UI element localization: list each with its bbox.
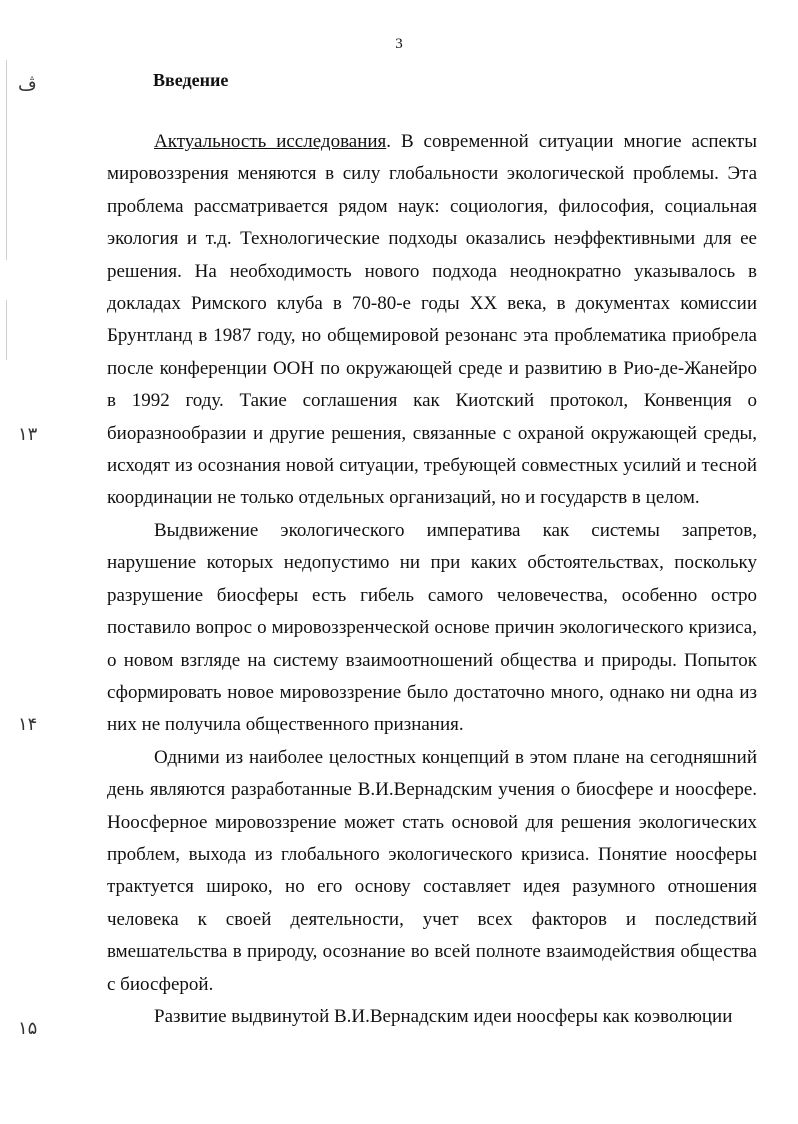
paragraph-development: Развитие выдвинутой В.И.Вернадским идеи ноосферы как коэволюции (154, 1005, 733, 1027)
scan-edge-line (6, 300, 7, 360)
margin-annotation: ۱۳ (18, 424, 38, 445)
paragraph-noosphere: Одними из наиболее целостных концепций в этом плане на сегодняшний день являются разработанные В.И.Вернадским учения о биосфере и ноосфере. Ноосферное мировоззрение может стать основой для решения экологических проблем, выхода из глобального экологического кризиса. Понятие ноосферы трактуется широко, но его основу составляет идея разумного отношения человека к своей деятельности, учет всех факторов и последствий вмешательства в природу, осознание во всей полноте взаимодействия общества с биосферой. (107, 746, 757, 995)
page-number: 3 (395, 36, 403, 52)
paragraph-lead: Актуальность исследования (154, 131, 387, 152)
section-heading: Введение (153, 70, 229, 90)
paragraph-relevance (107, 126, 757, 515)
scan-edge-line (6, 60, 7, 260)
paragraph-text: . В современной ситуации многие аспекты мировоззрения меняются в силу глобальности экологической проблемы. Эта проблема рассматривается рядом наук: социология, философия, социальная экология и т.д. Технологические подходы оказались неэффективными для ее решения. На необходимость нового подхода неоднократно указывалось в докладах Римского клуба в 70-80-е годы XX века, в документах комиссии Брунтланд в 1987 году, но общемировой резонанс эта проблематика приобрела после конференции ООН по окружающей среде и развитию в Рио-де-Жанейро в 1992 году. Такие соглашения как Киотский протокол, Конвенция о биоразнообразии и другие решения, связанные с охраной окружающей среды, исходят из осознания новой ситуации, требующей совместных усилий и тесной координации не только отдельных организаций, но и государств в целом. (107, 131, 757, 509)
paragraph-imperative: Выдвижение экологического императива как системы запретов, нарушение которых недопустимо ни при каких обстоятельствах, поскольку разрушение биосферы есть гибель самого человечества, особенно остро поставило вопрос о мировоззренческой основе причин экологического кризиса, о новом взгляде на систему взаимоотношений общества и природы. Попыток сформировать новое мировоззрение было достаточно много, однако ни одна из них не получила общественного признания. (107, 519, 757, 736)
document-body (107, 126, 757, 1033)
margin-annotation: ۱۴ (18, 714, 38, 735)
margin-annotation: ۱۵ (18, 1018, 38, 1039)
margin-annotation: ڤ (18, 74, 37, 95)
